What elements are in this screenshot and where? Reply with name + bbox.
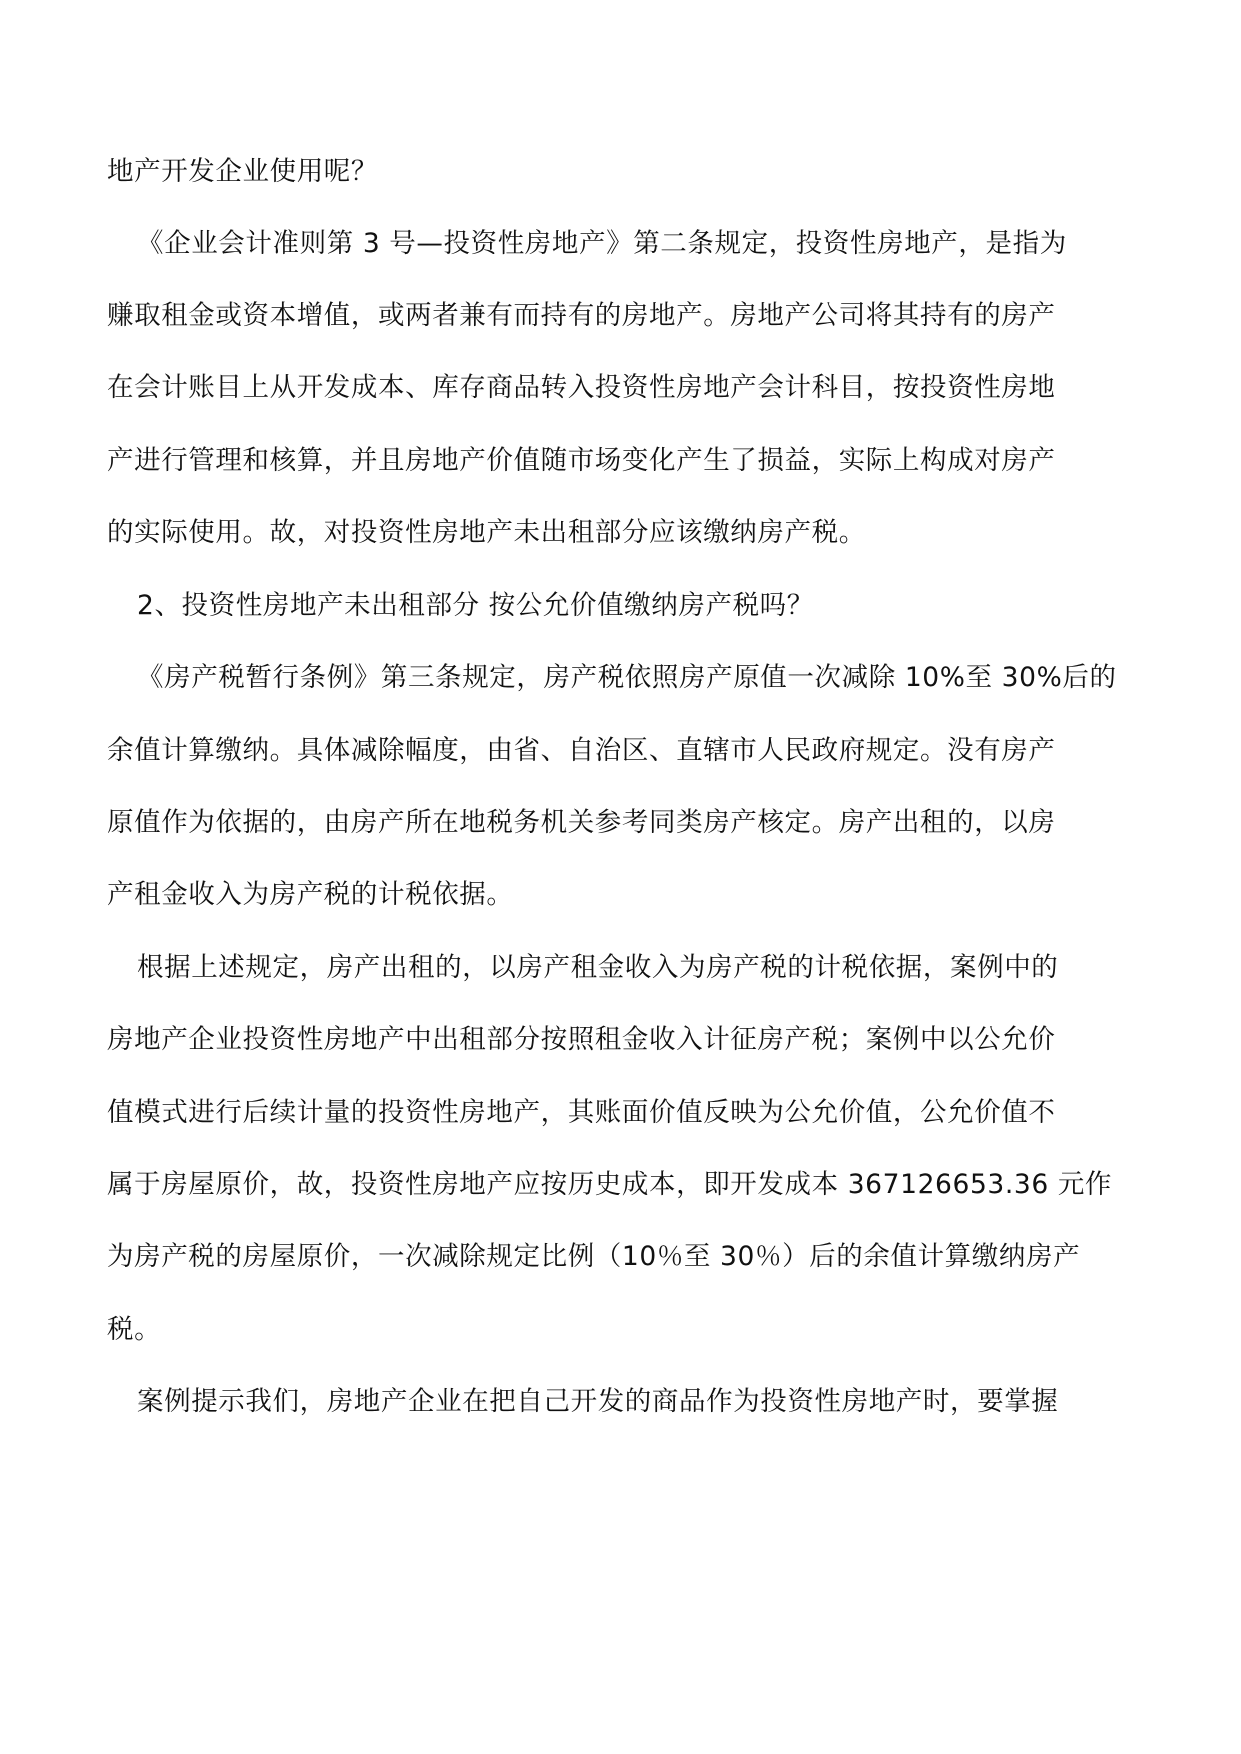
text-line: 值模式进行后续计量的投资性房地产，其账面价值反映为公允价值，公允价值不 <box>107 1097 1056 1128</box>
text-line: 房地产企业投资性房地产中出租部分按照租金收入计征房产税；案例中以公允价 <box>107 1024 1056 1055</box>
text-line: 地产开发企业使用呢？ <box>107 156 378 187</box>
text-line: 在会计账目上从开发成本、库存商品转入投资性房地产会计科目，按投资性房地 <box>107 372 1056 403</box>
text-line: 余值计算缴纳。具体减除幅度，由省、自治区、直辖市人民政府规定。没有房产 <box>107 735 1056 766</box>
text-line: 税。 <box>107 1314 162 1345</box>
text-line: 案例提示我们，房地产企业在把自己开发的商品作为投资性房地产时，要掌握 <box>137 1386 1059 1417</box>
text-line: 根据上述规定，房产出租的，以房产租金收入为房产税的计税依据，案例中的 <box>137 952 1059 983</box>
text-line: 赚取租金或资本增值，或两者兼有而持有的房地产。房地产公司将其持有的房产 <box>107 300 1056 331</box>
text-line: 的实际使用。故，对投资性房地产未出租部分应该缴纳房产税。 <box>107 517 866 548</box>
text-line: 《企业会计准则第 3 号—投资性房地产》第二条规定，投资性房地产，是指为 <box>137 228 1067 259</box>
text-line: 《房产税暂行条例》第三条规定，房产税依照房产原值一次减除 10%至 30%后的 <box>137 662 1117 693</box>
text-line: 原值作为依据的，由房产所在地税务机关参考同类房产核定。房产出租的，以房 <box>107 807 1056 838</box>
text-line: 为房产税的房屋原价，一次减除规定比例（10％至 30％）后的余值计算缴纳房产 <box>107 1241 1081 1272</box>
text-line: 属于房屋原价，故，投资性房地产应按历史成本，即开发成本 367126653.36 元作 <box>107 1169 1113 1200</box>
section-heading: 2、投资性房地产未出租部分 按公允价值缴纳房产税吗？ <box>137 590 814 621</box>
text-line: 产租金收入为房产税的计税依据。 <box>107 879 514 910</box>
text-line: 产进行管理和核算，并且房地产价值随市场变化产生了损益，实际上构成对房产 <box>107 445 1056 476</box>
